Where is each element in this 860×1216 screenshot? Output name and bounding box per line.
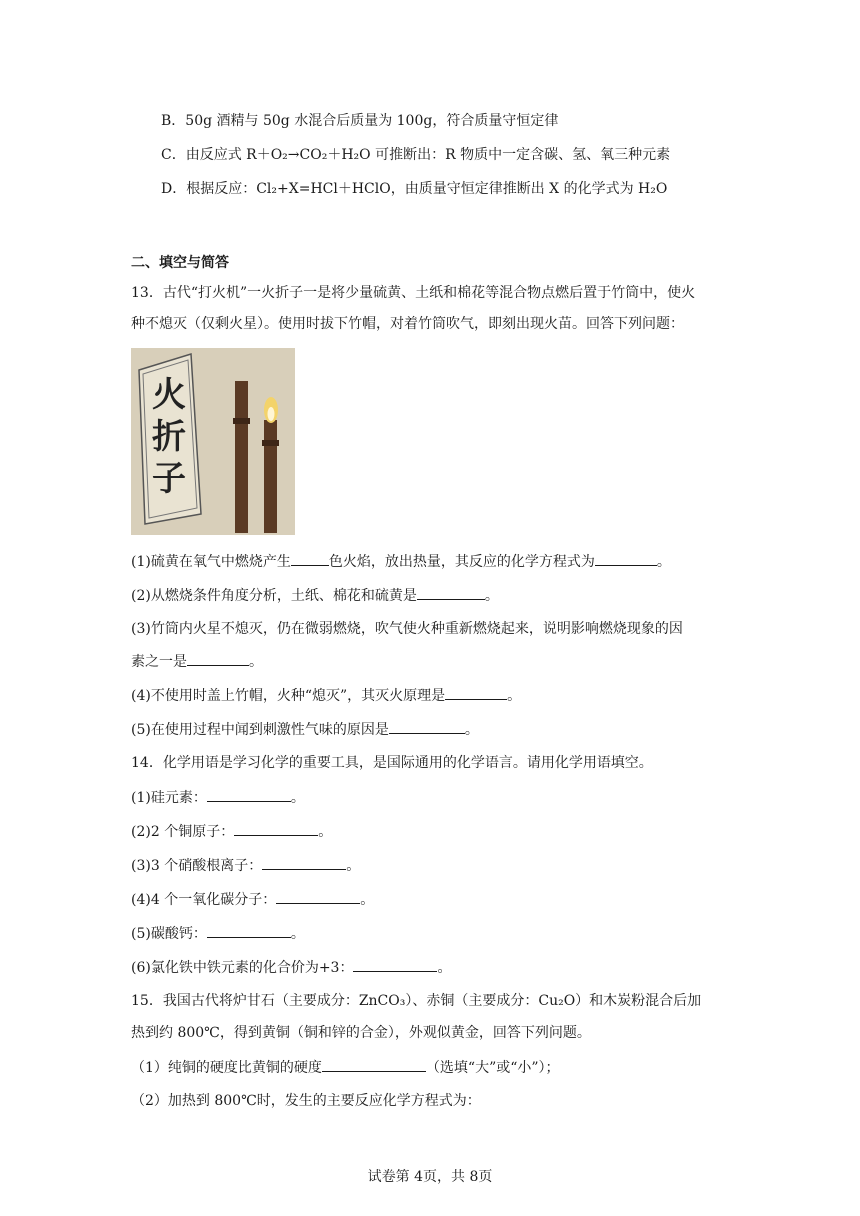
q14-p6-blank[interactable] bbox=[353, 957, 437, 972]
q13-p5-text-a: (5)在使用过程中闻到刺激性气味的原因是 bbox=[131, 722, 389, 738]
q13-p1-text-c: 。 bbox=[656, 554, 671, 570]
q14-p4-text: (4)4 个一氧化碳分子： bbox=[131, 892, 277, 908]
q14-p5-blank[interactable] bbox=[207, 923, 291, 938]
option-d: D．根据反应：Cl₂+X=HCl＋HClO，由质量守恒定律推断出 X 的化学式为 H₂O bbox=[161, 181, 668, 197]
q15-stem-line1: 15．我国古代将炉甘石（主要成分：ZnCO₃）、赤铜（主要成分：Cu₂O）和木炭粉混合后加 bbox=[131, 993, 702, 1009]
q13-p5-text-c: 。 bbox=[464, 722, 479, 738]
q14-p2-blank[interactable] bbox=[234, 821, 318, 836]
q14-p6-end: 。 bbox=[437, 960, 452, 976]
q13-p2-blank[interactable] bbox=[417, 585, 485, 600]
page-footer: 试卷第 4页，共 8页 bbox=[367, 1169, 493, 1185]
q14-p2-text: (2)2 个铜原子： bbox=[131, 824, 235, 840]
q14-p1-text: (1)硅元素： bbox=[131, 790, 207, 806]
q15-p1-blank[interactable] bbox=[322, 1057, 426, 1072]
q14-p4-end: 。 bbox=[360, 892, 375, 908]
bamboo-tube-cap-on bbox=[235, 381, 248, 533]
q13-p4-blank[interactable] bbox=[445, 685, 507, 700]
q13-p3-text-b: 素之一是 bbox=[131, 654, 187, 670]
q13-p5-blank[interactable] bbox=[389, 719, 465, 734]
q14-p6-text: (6)氯化铁中铁元素的化合价为+3： bbox=[131, 960, 354, 976]
q15-p1-text-b: （选填“大”或“小”）； bbox=[425, 1060, 560, 1076]
q14-p1-end: 。 bbox=[290, 790, 305, 806]
q13-stem-line1: 13．古代“打火机”一火折子一是将少量硫黄、土纸和棉花等混合物点燃后置于竹筒中，使火 bbox=[131, 285, 696, 301]
calligraphy-char-3: 子 bbox=[152, 459, 186, 499]
bamboo-tube-open bbox=[264, 420, 277, 533]
q13-stem-line2: 种不熄灭（仅剩火星）。使用时拔下竹帽，对着竹筒吹气，即刻出现火苗。回答下列问题： bbox=[131, 316, 684, 332]
q13-p4-text-a: (4)不使用时盖上竹帽，火种“熄灭”，其灭火原理是 bbox=[131, 688, 446, 704]
q14-p3-blank[interactable] bbox=[262, 855, 346, 870]
option-b: B．50g 酒精与 50g 水混合后质量为 100g，符合质量守恒定律 bbox=[161, 113, 559, 129]
q14-p3-end: 。 bbox=[346, 858, 361, 874]
q13-p2-text-a: (2)从燃烧条件角度分析，土纸、棉花和硫黄是 bbox=[131, 588, 417, 604]
q13-p1-text-b: 色火焰，放出热量，其反应的化学方程式为 bbox=[328, 554, 595, 570]
q15-p2: （2）加热到 800℃时，发生的主要反应化学方程式为： bbox=[131, 1093, 481, 1109]
calligraphy-char-1: 火 bbox=[152, 375, 186, 415]
calligraphy-char-2: 折 bbox=[152, 417, 186, 457]
q13-p1-blank-color[interactable] bbox=[291, 551, 329, 566]
q14-p5-text: (5)碳酸钙： bbox=[131, 926, 207, 942]
option-c: C．由反应式 R＋O₂→CO₂＋H₂O 可推断出：R 物质中一定含碳、氢、氧三种元素 bbox=[161, 147, 671, 163]
q14-stem: 14．化学用语是学习化学的重要工具，是国际通用的化学语言。请用化学用语填空。 bbox=[131, 755, 653, 771]
q13-p1-blank-equation[interactable] bbox=[595, 551, 657, 566]
section-title: 二、填空与简答 bbox=[131, 255, 229, 271]
q13-p3-line1: (3)竹筒内火星不熄灭，仍在微弱燃烧，吹气使火种重新燃烧起来，说明影响燃烧现象的因 bbox=[131, 621, 683, 637]
q14-p1-blank[interactable] bbox=[207, 787, 291, 802]
q13-p3-text-c: 。 bbox=[249, 654, 263, 670]
q14-p4-blank[interactable] bbox=[276, 889, 360, 904]
q13-p2-text-c: 。 bbox=[484, 588, 499, 604]
q15-stem-line2: 热到约 800℃，得到黄铜（铜和锌的合金），外观似黄金，回答下列问题。 bbox=[131, 1025, 591, 1041]
q14-p5-end: 。 bbox=[290, 926, 305, 942]
q13-p4-text-c: 。 bbox=[507, 688, 522, 704]
fire-starter-illustration bbox=[131, 348, 295, 535]
q13-p1-text-a: (1)硫黄在氧气中燃烧产生 bbox=[131, 554, 291, 570]
q13-p3-blank[interactable] bbox=[187, 651, 249, 666]
q15-p1-text-a: （1）纯铜的硬度比黄铜的硬度 bbox=[131, 1060, 322, 1076]
q14-p3-text: (3)3 个硝酸根离子： bbox=[131, 858, 263, 874]
fire-starter-image bbox=[131, 348, 295, 535]
q14-p2-end: 。 bbox=[318, 824, 333, 840]
